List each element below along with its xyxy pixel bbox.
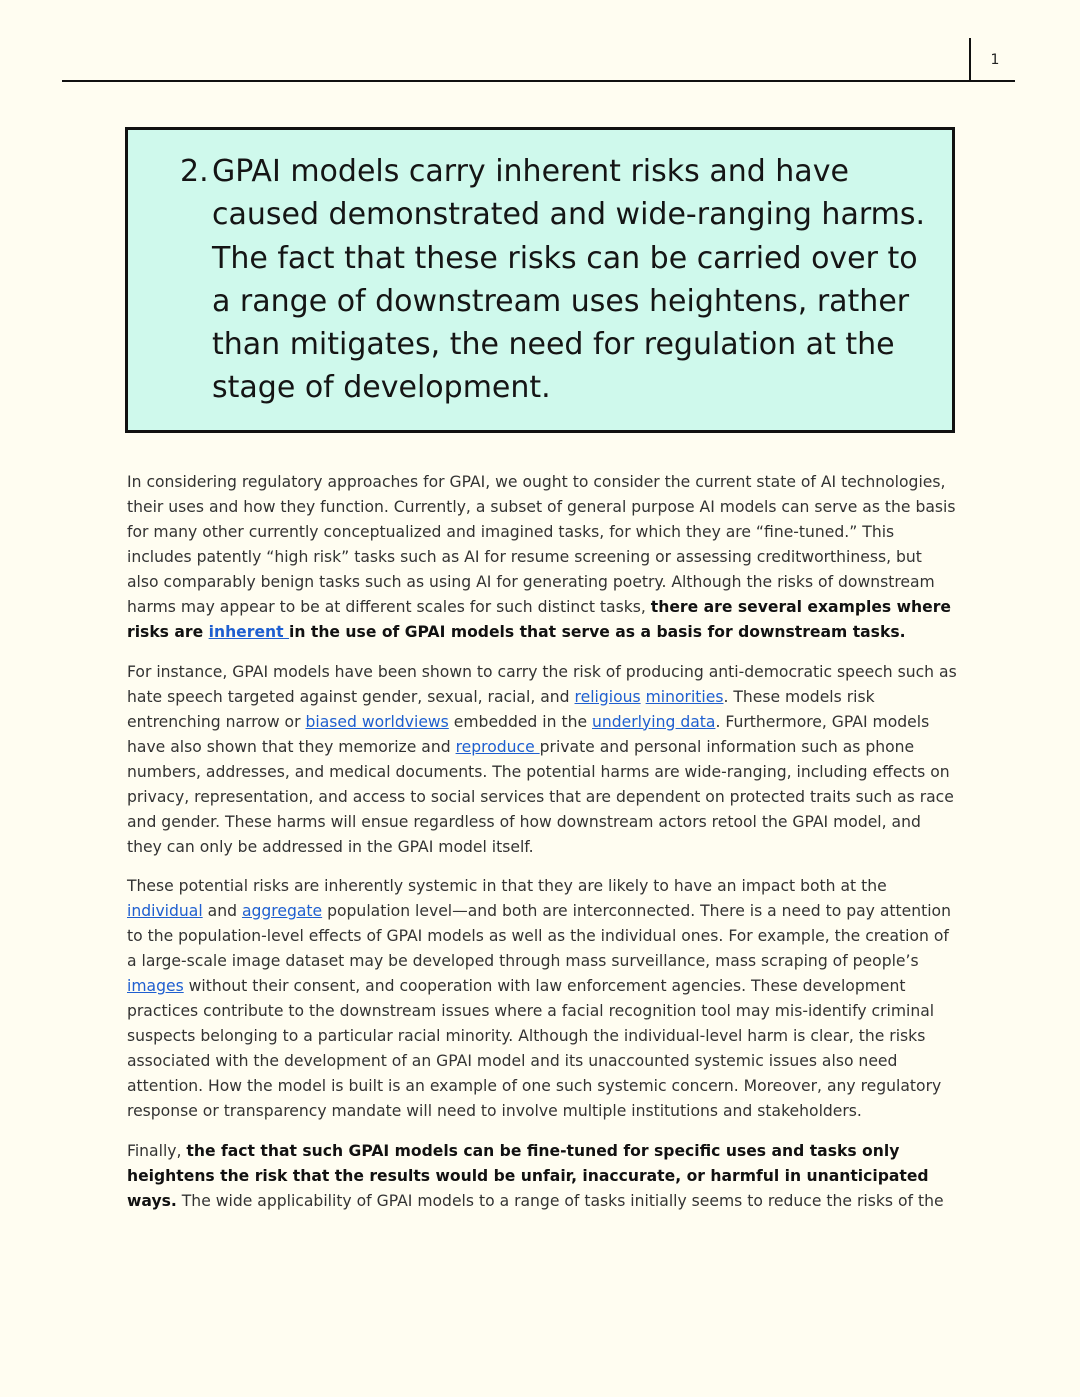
text: . These models risk entrenching narrow or [127, 687, 875, 731]
link-aggregate[interactable]: aggregate [241, 902, 323, 920]
paragraph-3 [127, 874, 957, 1124]
text: without their consent, and cooperation with law enforcement agencies. These development practices contribute to the downstream issues where a facial recognition tool may mis-identify criminal suspects belonging to a particular racial minority. Although the individual-level harm is clear, the risks associated with the development of an GPAI model and its unaccounted systemic issues also need attention. How the model is built is an example of one such systemic concern. Moreover, any regulatory response or transparency mandate will need to involve multiple institutions and stakeholders. [127, 977, 942, 1120]
link-inherent[interactable]: inherent [208, 623, 289, 641]
link-biased-worldviews[interactable]: biased worldviews [305, 712, 449, 731]
link-images[interactable]: images [127, 977, 184, 995]
text: Finally, [127, 1141, 187, 1160]
link-reproduce[interactable]: reproduce [455, 737, 540, 756]
text: private and personal information such as phone numbers, addresses, and medical documents. The potential harms are wide-ranging, including effects on privacy, representation, and access to social services that are dependent on protected traits such as race and gender. These harms will ensue regardless of how downstream actors retool the GPAI model, and they can only be addressed in the GPAI model itself. [127, 737, 954, 856]
text: The wide applicability of GPAI models to a range of tasks initially seems to reduce the risks of the [176, 1191, 944, 1210]
text: . Furthermore, GPAI models have also shown that they memorize and [127, 712, 930, 756]
paragraph-4 [127, 1139, 957, 1214]
paragraph-2 [127, 660, 957, 860]
callout-box [125, 127, 955, 433]
bold-text: the fact that such GPAI models can be fine-tuned for specific uses and tasks only heightens the risk that the results would be unfair, inaccurate, or harmful in unanticipated ways. [127, 1141, 929, 1210]
text: In considering regulatory approaches for GPAI, we ought to consider the current state of AI technologies, their uses and how they function. Currently, a subset of general purpose AI models can serve as the basis for many other currently conceptualized and imagined tasks, for which they are “fine-tuned.” This includes patently “high risk” tasks such as AI for resume screening or assessing creditworthiness, but also comparably benign tasks such as using AI for generating poetry. Although the risks of downstream harms may appear to be at different scales for such distinct tasks, [127, 473, 956, 616]
text: embedded in the [448, 712, 593, 731]
link-religious[interactable]: religious [574, 687, 641, 706]
text: For instance, GPAI models have been shown to carry the risk of producing anti-democratic speech such as hate speech targeted against gender, sexual, racial, and [127, 662, 957, 706]
link-minorities[interactable]: minorities [645, 687, 724, 706]
bold-text: there are several examples where risks are [127, 598, 951, 641]
text: These potential risks are inherently systemic in that they are likely to have an impact both at the [127, 877, 887, 895]
body-text [127, 470, 957, 1228]
text: population level—and both are interconnected. There is a need to pay attention to the population-level effects of GPAI models as well as the individual ones. For example, the creation of a large-scale image dataset may be developed through mass surveillance, mass scraping of people’s [127, 902, 951, 970]
page-number: 1 [990, 52, 1000, 68]
callout-heading: GPAI models carry inherent risks and have caused demonstrated and wide-ranging harms. The fact that these risks can be carried over to a range of downstream uses heightens, rather than mitigates, the need for regulation at the stage of development. [212, 154, 926, 406]
link-underlying-data[interactable]: underlying data [592, 712, 716, 731]
callout-number: 2. [180, 154, 209, 189]
paragraph-1 [127, 470, 957, 645]
text: and [202, 902, 242, 920]
header-rule [62, 80, 1015, 82]
link-individual[interactable]: individual [127, 902, 203, 920]
header-divider [969, 38, 971, 81]
bold-text: in the use of GPAI models that serve as a basis for downstream tasks. [289, 623, 906, 641]
